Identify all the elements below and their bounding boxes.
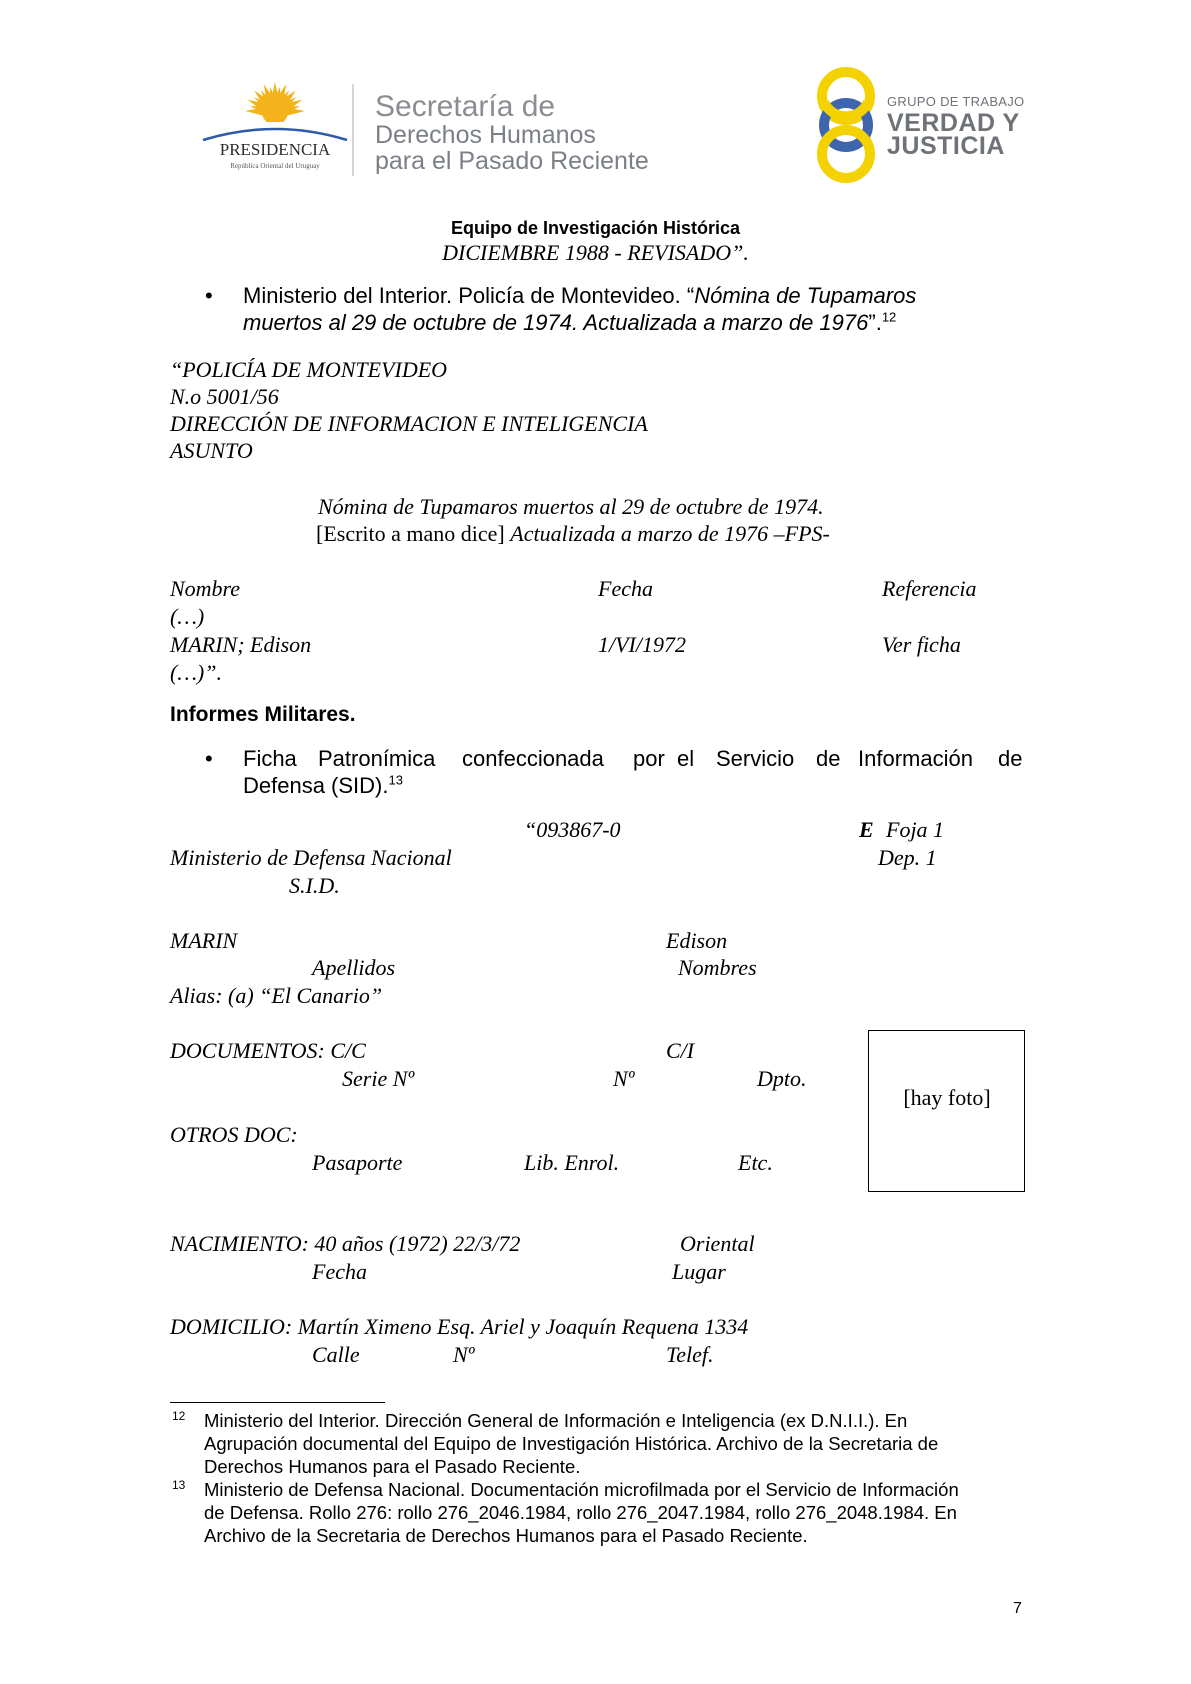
secretaria-line1: Secretaría de	[375, 90, 556, 123]
ficha-dep: Dep. 1	[878, 845, 937, 870]
label-telef: Telef.	[666, 1342, 714, 1367]
bullet2-word: Patronímica	[318, 746, 436, 771]
bullet2-line2-text: Defensa (SID).	[243, 773, 389, 798]
label-apellidos: Apellidos	[312, 955, 396, 980]
bullet1-line1	[243, 283, 916, 309]
label-calle: Calle	[312, 1342, 360, 1367]
photo-label: [hay foto]	[903, 1085, 991, 1110]
footnote-ref-13[interactable]: 13	[388, 772, 403, 788]
footnote-number: 13	[172, 1478, 186, 1492]
quoted-date-line: DICIEMBRE 1988 - REVISADO”.	[442, 240, 749, 265]
ficha-ci: C/I	[666, 1038, 695, 1063]
label-pasaporte: Pasaporte	[312, 1150, 403, 1175]
footnote-12-line: Ministerio del Interior. Dirección General de Información e Inteligencia (ex D.N.I.I.). En	[204, 1410, 908, 1431]
bullet2-word: Servicio	[716, 746, 795, 771]
ficha-foja: Foja 1	[886, 817, 945, 842]
label-fecha: Fecha	[312, 1259, 367, 1284]
bullet-marker: •	[205, 746, 213, 771]
bullet2-word: por	[633, 746, 665, 771]
label-serie: Serie Nº	[342, 1066, 415, 1091]
bullet1-line2	[243, 310, 896, 336]
table-cell-nombre: MARIN; Edison	[170, 632, 312, 657]
gvj-line1: GRUPO DE TRABAJO	[887, 94, 1025, 109]
table-ellipsis: (…)	[170, 604, 205, 629]
secretaria-line3: para el Pasado Reciente	[375, 147, 649, 175]
table-header-fecha: Fecha	[598, 576, 653, 601]
bullet1-close: ”.	[868, 310, 882, 335]
nomina-title: Nómina de Tupamaros muertos al 29 de octubre de 1974.	[318, 494, 824, 519]
gvj-line2: VERDAD Y	[887, 109, 1020, 137]
ficha-domicilio: DOMICILIO: Martín Ximeno Esq. Ariel y Joaquín Requena 1334	[170, 1314, 749, 1339]
footnote-separator	[170, 1402, 385, 1403]
police-header-line: ASUNTO	[170, 438, 253, 463]
ficha-name: Edison	[666, 928, 728, 953]
handwritten-note-text: Actualizada a marzo de 1976 –FPS-	[510, 521, 830, 546]
gvj-line3: JUSTICIA	[887, 132, 1005, 160]
label-lib-enrol: Lib. Enrol.	[524, 1150, 620, 1175]
police-header-line: “POLICÍA DE MONTEVIDEO	[170, 357, 448, 382]
bullet2-word: Información	[858, 746, 973, 771]
handwritten-note	[316, 521, 830, 547]
bullet2-word: el	[677, 746, 695, 771]
label-lugar: Lugar	[672, 1259, 726, 1284]
ficha-otros-doc: OTROS DOC:	[170, 1122, 298, 1147]
table-cell-fecha: 1/VI/1972	[598, 632, 686, 657]
ficha-number: “093867-0	[524, 817, 621, 842]
footnote-12-line: Agrupación documental del Equipo de Investigación Histórica. Archivo de la Secretaria de	[204, 1433, 939, 1454]
bullet2-word: confeccionada	[462, 746, 604, 771]
label-numero-domicilio: Nº	[453, 1342, 475, 1367]
header-divider	[352, 84, 354, 176]
footnote-13-line: Ministerio de Defensa Nacional. Documentación microfilmada por el Servicio de Información	[204, 1479, 959, 1500]
bullet1-title: Nómina de Tupamaros	[694, 283, 917, 308]
bullet1-title-cont: muertos al 29 de octubre de 1974. Actualizada a marzo de 1976	[243, 310, 869, 335]
ficha-alias: Alias: (a) “El Canario”	[170, 983, 383, 1008]
footnote-12-line: Derechos Humanos para el Pasado Reciente.	[204, 1456, 581, 1477]
table-cell-referencia: Ver ficha	[882, 632, 961, 657]
ficha-documentos: DOCUMENTOS: C/C	[170, 1038, 366, 1063]
handwritten-note-prefix: [Escrito a mano dice]	[316, 521, 511, 546]
presidencia-logo	[195, 82, 355, 174]
table-ellipsis-end: (…)”.	[170, 660, 222, 685]
table-header-nombre: Nombre	[170, 576, 241, 601]
photo-box	[868, 1030, 1025, 1192]
section-heading: Informes Militares.	[170, 703, 356, 726]
footnote-number: 12	[172, 1409, 186, 1423]
bullet2-word: Ficha	[243, 746, 297, 771]
label-numero: Nº	[613, 1066, 635, 1091]
presidencia-text: PRESIDENCIA	[219, 140, 331, 159]
footnote-13-line: de Defensa. Rollo 276: rollo 276_2046.1984, rollo 276_2047.1984, rollo 276_2048.1984. En	[204, 1502, 957, 1523]
police-header-line: N.o 5001/56	[170, 384, 279, 409]
bullet-marker: •	[205, 283, 213, 308]
ficha-ministerio: Ministerio de Defensa Nacional	[170, 845, 452, 870]
ficha-oriental: Oriental	[680, 1231, 755, 1256]
team-heading: Equipo de Investigación Histórica	[450, 218, 741, 238]
ficha-nacimiento: NACIMIENTO: 40 años (1972) 22/3/72	[170, 1231, 521, 1256]
page-number: 7	[1013, 1600, 1022, 1617]
police-header-line: DIRECCIÓN DE INFORMACION E INTELIGENCIA	[170, 411, 648, 436]
linked-rings-icon	[822, 72, 870, 178]
bullet2-line2	[243, 773, 403, 799]
ficha-letter-e: E	[859, 817, 874, 842]
republica-text: República Oriental del Uruguay	[230, 162, 320, 170]
footnote-13-line: Archivo de la Secretaria de Derechos Humanos para el Pasado Reciente.	[204, 1525, 808, 1546]
label-etc: Etc.	[738, 1150, 773, 1175]
verdad-justicia-logo	[810, 62, 890, 187]
bullet1-text: Ministerio del Interior. Policía de Montevideo. “	[243, 283, 695, 308]
ficha-surname: MARIN	[170, 928, 238, 953]
footnote-ref-12[interactable]: 12	[881, 309, 897, 325]
table-header-referencia: Referencia	[882, 576, 977, 601]
bullet2-word: de	[998, 746, 1023, 771]
bullet2-word: de	[816, 746, 841, 771]
ficha-sid: S.I.D.	[289, 873, 340, 898]
label-nombres: Nombres	[678, 955, 757, 980]
secretaria-line2: Derechos Humanos	[375, 121, 596, 149]
label-dpto: Dpto.	[757, 1066, 807, 1091]
